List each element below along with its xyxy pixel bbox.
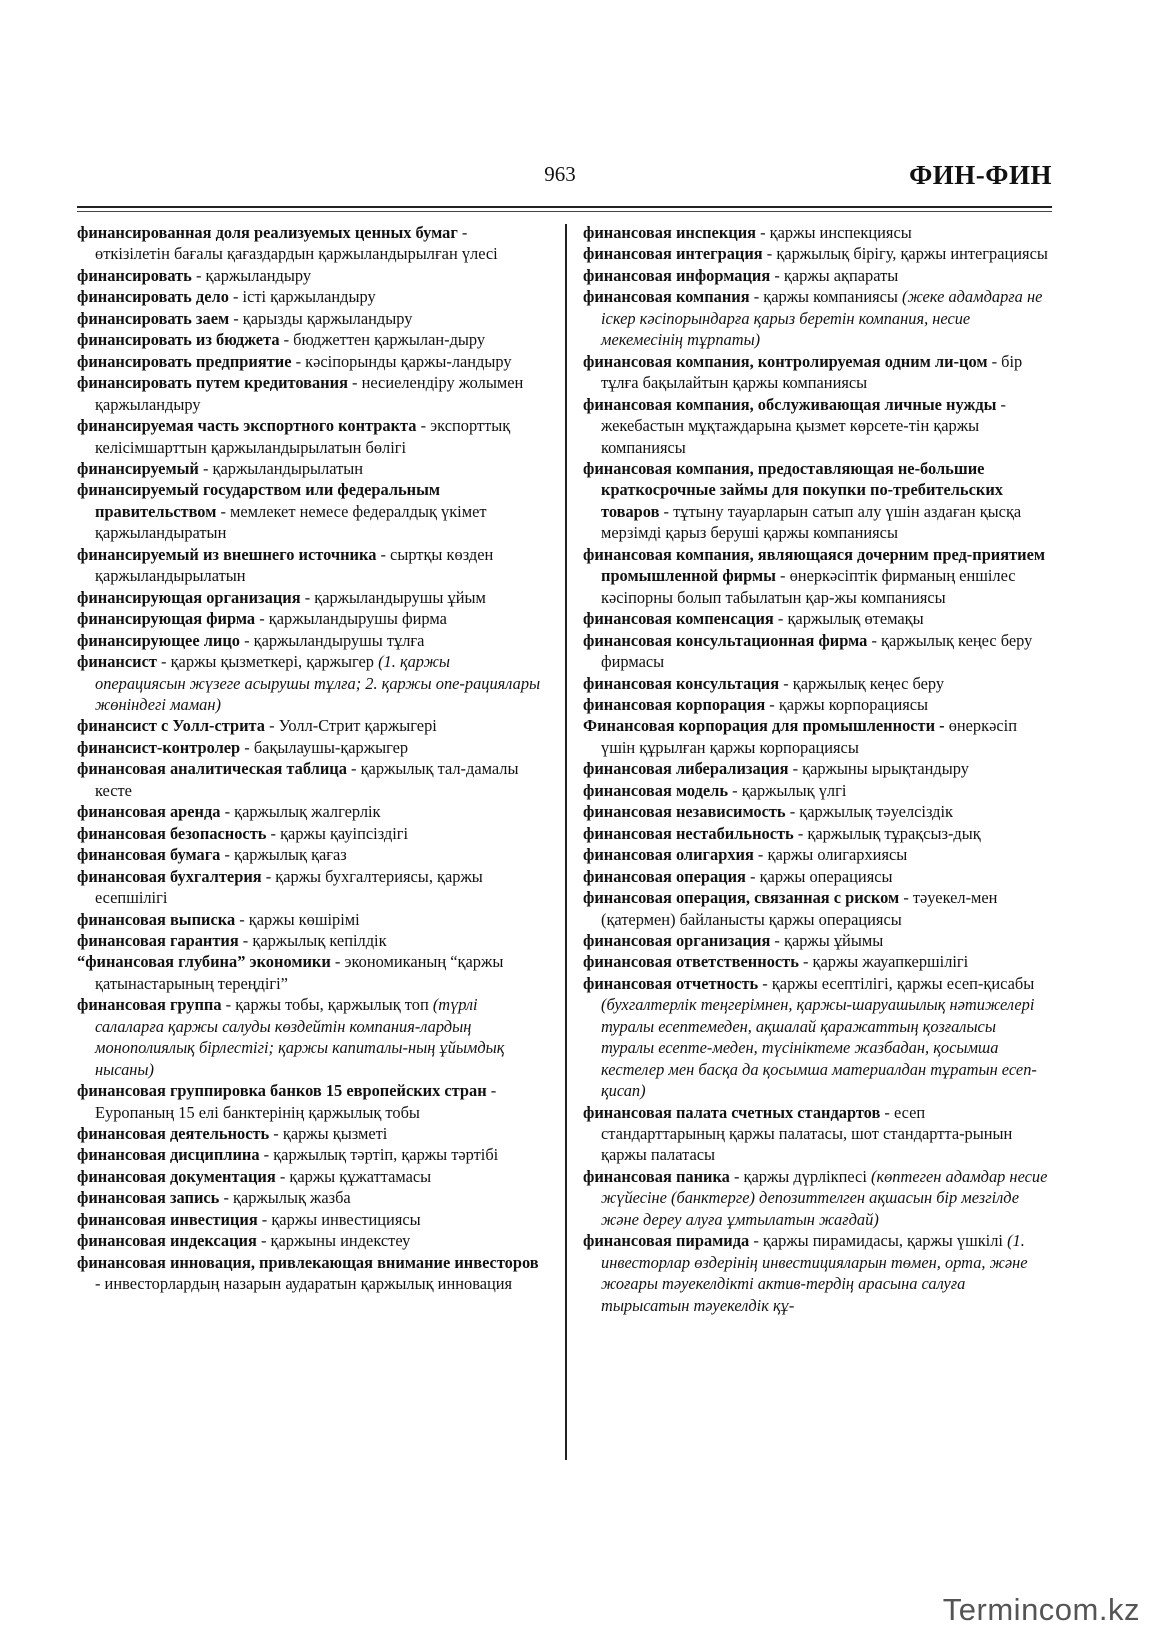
dictionary-entry	[77, 737, 542, 758]
entry-explanation: (түрлі салаларға қаржы салуды көздейтін компания-лардың монополиялық бірлестігі; қаржы капиталы-ның ұйымдық нысаны)	[95, 995, 505, 1079]
entry-headword: финансовая деятельность	[77, 1124, 270, 1144]
entry-translation: - кәсіпорынды қаржы-ландыру	[291, 351, 512, 371]
entry-translation: - несиелендіру жолымен қаржыландыру	[95, 373, 524, 414]
dictionary-entry	[77, 415, 542, 458]
entry-translation: - қаржы қауіпсіздігі	[266, 823, 409, 843]
entry-headword: финансовая отчетность	[583, 973, 759, 993]
entry-headword: финансовая гарантия	[77, 930, 239, 950]
dictionary-entry	[77, 758, 542, 801]
entry-translation: - мемлекет немесе федералдық үкімет қаржыландыратын	[95, 501, 487, 543]
entry-headword: финансовая инвестиция	[77, 1209, 258, 1229]
entry-headword: финансировать из бюджета	[77, 330, 280, 350]
entry-translation: - экономиканың “қаржы қатынастарының тереңдігі”	[95, 952, 504, 993]
entry-translation: - қаржылық жазба	[219, 1188, 351, 1208]
entry-headword: финансовая корпорация	[583, 694, 766, 714]
entry-translation: - қаржы көшірімі	[235, 909, 360, 929]
entry-headword: финансовая олигархия	[583, 845, 754, 865]
dictionary-entry	[77, 1166, 542, 1187]
entry-translation: - Еуропаның 15 елі банктерінің қаржылық тобы	[95, 1081, 497, 1122]
entry-translation: - қаржы инвестициясы	[257, 1209, 421, 1229]
entry-headword: финансовая организация	[583, 930, 771, 950]
dictionary-entry	[77, 630, 542, 651]
entry-translation: - қаржыландырушы фирма	[255, 609, 447, 629]
entry-translation: - қаржы корпорациясы	[765, 694, 929, 714]
dictionary-entry	[77, 544, 542, 587]
entry-translation: - қаржы жауапкершілігі	[798, 952, 969, 972]
entry-translation: - қаржылық кеңес беру фирмасы	[601, 630, 1033, 672]
dictionary-entry	[583, 1166, 1053, 1230]
entry-headword: финансировать путем кредитования	[77, 373, 348, 393]
entry-headword: Финансовая корпорация для промышленности -	[583, 716, 945, 736]
entry-headword: финансовая операция, связанная с риском	[583, 888, 900, 908]
entry-translation: - қаржыны индекстеу	[256, 1231, 411, 1251]
dictionary-entry	[583, 780, 1053, 801]
entry-headword: финансирующая организация	[77, 587, 301, 607]
entry-headword: финансировать дело	[77, 287, 229, 307]
dictionary-entry	[583, 608, 1053, 629]
entry-translation: - қаржылық бірігу, қаржы интеграциясы	[762, 244, 1048, 264]
entry-translation: - қаржы дүрлікпесі	[729, 1166, 871, 1186]
entry-translation: - қаржы операциясы	[745, 866, 893, 886]
entry-headword: финансовая аренда	[77, 802, 221, 822]
entry-headword: финансист	[77, 652, 157, 672]
dictionary-entry	[583, 243, 1053, 264]
entry-translation: - қаржылық жалгерлік	[220, 802, 381, 822]
entry-headword: финансировать предприятие	[77, 351, 292, 371]
dictionary-entry	[77, 930, 542, 951]
entry-headword: финансовая бумага	[77, 845, 221, 865]
entry-translation: - экспорттық келісімшарттын қаржыландырылатын бөлігі	[95, 416, 511, 457]
dictionary-entry	[77, 1123, 542, 1144]
dictionary-entry	[77, 1252, 542, 1295]
entry-translation: - қаржылық кеңес беру	[779, 673, 945, 693]
entry-explanation: (бухгалтерлік теңгерімнен, қаржы-шаруашылық нәтижелері туралы есептемеден, ақшалай қаражаттың қозғалысы туралы есепте-меден, түсініктеме жазбадан, қосымша кестелер мен басқа да қосымша материалдан тұратын есеп-қисап)	[601, 995, 1037, 1101]
entry-headword: финансируемый	[77, 458, 199, 478]
entry-headword: финансовая палата счетных стандартов	[583, 1102, 881, 1122]
entry-translation: - қаржылық тәуелсіздік	[785, 802, 954, 822]
entry-translation: - бір тұлға бақылайтын қаржы компаниясы	[601, 351, 1023, 393]
entry-headword: “финансовая глубина” экономики	[77, 952, 331, 972]
dictionary-entry	[583, 222, 1053, 243]
page-number: 963	[544, 162, 576, 186]
entry-translation: - Уолл-Стрит қаржыгері	[265, 716, 437, 736]
entry-headword: финансовая модель	[583, 780, 729, 800]
dictionary-entry	[77, 866, 542, 909]
entry-headword: финансирующее лицо	[77, 630, 240, 650]
entry-translation: - істі қаржыландыру	[228, 287, 376, 307]
entry-headword: финансовая выписка	[77, 909, 236, 929]
entry-headword: финансовая индексация	[77, 1231, 257, 1251]
header-rule	[77, 206, 1052, 208]
entry-translation: - қаржыландырылатын	[198, 458, 364, 478]
entry-translation: - қаржы ұйымы	[770, 930, 884, 950]
dictionary-entry	[583, 394, 1053, 458]
entry-headword: финансовая консультация	[583, 673, 780, 693]
entry-translation: - қаржы олигархиясы	[753, 845, 908, 865]
column-divider	[565, 224, 567, 1460]
entry-translation: - қаржыландырушы ұйым	[300, 587, 486, 607]
dictionary-entry	[583, 758, 1053, 779]
entry-translation: - инвесторлардың назарын аударатын қаржылық инновация	[95, 1274, 513, 1294]
dictionary-entry	[77, 587, 542, 608]
dictionary-entry	[77, 458, 542, 479]
entry-translation: - қаржы құжаттамасы	[275, 1166, 432, 1186]
entry-translation: - қаржылық қағаз	[220, 845, 347, 865]
entry-headword: финансовая операция	[583, 866, 746, 886]
dictionary-entry	[77, 351, 542, 372]
watermark-text: Termincom.kz	[942, 1592, 1140, 1627]
entry-translation: - қаржылық тәртіп, қаржы тәртібі	[259, 1145, 499, 1165]
header-rule-thin	[77, 211, 1052, 212]
entry-headword: финансируемый из внешнего источника	[77, 544, 377, 564]
dictionary-entry	[583, 673, 1053, 694]
entry-headword: финансировать заем	[77, 308, 230, 328]
entry-translation: - қаржы пирамидасы, қаржы үшкілі	[749, 1231, 1008, 1251]
entry-translation: - жекебастын мұқтаждарына қызмет көрсете-тін қаржы компаниясы	[601, 394, 1007, 457]
dictionary-entry	[77, 951, 542, 994]
dictionary-entry	[77, 651, 542, 715]
entry-headword: финансируемый государством или федеральным правительством	[77, 480, 441, 521]
entry-headword: финансовая компания, предоставляющая не-большие краткосрочные займы для покупки по-требительских товаров	[583, 458, 1003, 521]
entry-translation: - бюджеттен қаржылан-дыру	[279, 330, 486, 350]
entry-headword: финансовая компания	[583, 287, 750, 307]
dictionary-entry	[583, 286, 1053, 350]
dictionary-entry	[77, 479, 542, 543]
entry-headword: финансовая независимость	[583, 802, 786, 822]
dictionary-entry	[583, 458, 1053, 544]
running-head: ФИН-ФИН	[909, 160, 1052, 190]
entry-translation: - өнеркәсіптік фирманың еншілес кәсіпорны болып табылатын қар-жы компаниясы	[601, 566, 1016, 607]
dictionary-entry	[583, 715, 1053, 758]
entry-headword: финансовая запись	[77, 1188, 220, 1208]
dictionary-entry	[77, 608, 542, 629]
dictionary-entry	[77, 372, 542, 415]
dictionary-entry	[583, 1230, 1053, 1316]
entry-explanation: (жеке адамдарға не іскер кәсіпорындарға қарыз беретін компания, несие мекемесінің тұрпаты)	[601, 287, 1043, 350]
entry-headword: финансовая безопасность	[77, 823, 267, 843]
entry-translation: - тұтыну тауарларын сатып алу үшін аздаған қысқа мерзімді қарыз беруші қаржы компаниясы	[601, 501, 1022, 543]
dictionary-entry	[583, 544, 1053, 608]
dictionary-entry	[583, 1102, 1053, 1166]
entry-headword: финансовая группировка банков 15 европейских стран	[77, 1081, 487, 1101]
entry-headword: финансовая бухгалтерия	[77, 866, 262, 886]
dictionary-entry	[583, 694, 1053, 715]
dictionary-entry	[77, 1187, 542, 1208]
left-column	[77, 222, 542, 1295]
entry-translation: - қаржылық кепілдік	[238, 930, 387, 950]
entry-headword: финансовая интеграция	[583, 244, 763, 264]
entry-translation: - қаржы ақпараты	[770, 265, 899, 285]
dictionary-entry	[77, 994, 542, 1080]
entry-explanation: (1. қаржы операциясын жүзеге асырушы тұлға; 2. қаржы опе-рациялары жөніндегі маман)	[95, 652, 541, 714]
entry-explanation: (көптеген адамдар несие жүйесіне (банктерге) депозиттелген ақшасын бір мезгілде және дереу алуға ұмтылатын жағдай)	[601, 1166, 1048, 1229]
entry-headword: финансовая компания, контролируемая одним ли-цом	[583, 351, 988, 371]
entry-translation: - қаржы тобы, қаржылық топ	[221, 995, 433, 1015]
dictionary-entry	[77, 715, 542, 736]
dictionary-entry	[77, 909, 542, 930]
entry-headword: финансист с Уолл-стрита	[77, 716, 266, 736]
entry-translation: - қаржы инспекциясы	[756, 223, 912, 242]
entry-headword: финансовая либерализация	[583, 759, 789, 779]
entry-translation: - қаржылық үлгі	[728, 780, 847, 800]
entry-translation: - тәуекел-мен (қатермен) байланысты қаржы операциясы	[601, 888, 998, 929]
entry-translation: - қаржыландыру	[191, 265, 312, 285]
entry-translation: - қаржылық тұрақсыз-дық	[793, 823, 981, 843]
dictionary-entry	[77, 286, 542, 307]
dictionary-entry	[583, 823, 1053, 844]
dictionary-entry	[583, 801, 1053, 822]
dictionary-entry	[77, 844, 542, 865]
entry-translation: - қаржы компаниясы	[749, 287, 903, 307]
entry-headword: финансовая паника	[583, 1166, 730, 1186]
entry-headword: финансовая инновация, привлекающая внимание инвесторов	[77, 1252, 539, 1272]
entry-translation: - қаржы есептілігі, қаржы есеп-қисабы	[758, 973, 1035, 993]
entry-headword: финансовая консультационная фирма	[583, 630, 868, 650]
entry-headword: финансовая компания, обслуживающая личные нужды	[583, 394, 997, 414]
entry-headword: финансовая информация	[583, 265, 771, 285]
entry-headword: финансовая документация	[77, 1166, 276, 1186]
dictionary-entry	[77, 801, 542, 822]
entry-translation: өнеркәсіп үшін құрылған қаржы корпорациясы	[601, 716, 1017, 757]
entry-headword: финансовая компенсация	[583, 609, 774, 629]
entry-translation: - есеп стандарттарының қаржы палатасы, шот стандартта-рынын қаржы палатасы	[601, 1102, 1013, 1165]
dictionary-entry	[77, 1209, 542, 1230]
dictionary-entry	[77, 1144, 542, 1165]
dictionary-entry	[583, 930, 1053, 951]
watermark-logo	[943, 1592, 1140, 1628]
dictionary-entry	[77, 1080, 542, 1123]
dictionary-entry	[583, 887, 1053, 930]
dictionary-entry	[583, 265, 1053, 286]
entry-headword: финансист-контролер	[77, 737, 241, 757]
dictionary-entry	[583, 351, 1053, 394]
entry-headword: финансовая пирамида	[583, 1231, 750, 1251]
dictionary-entry	[77, 1230, 542, 1251]
entry-headword: финансовая дисциплина	[77, 1145, 260, 1165]
entry-translation: - қаржы бухгалтериясы, қаржы есепшілігі	[95, 866, 483, 908]
entry-translation: - қаржыны ырықтандыру	[788, 759, 969, 779]
dictionary-entry	[583, 866, 1053, 887]
dictionary-entry	[583, 630, 1053, 673]
entry-headword: финансовая инспекция	[583, 223, 757, 242]
entry-headword: финансовая ответственность	[583, 952, 799, 972]
dictionary-entry	[77, 308, 542, 329]
entry-headword: финансированная доля реализуемых ценных бумаг	[77, 223, 458, 242]
entry-headword: финансовая группа	[77, 995, 222, 1015]
entry-headword: финансовая компания, являющаяся дочерним пред-приятием промышленной фирмы	[583, 544, 1046, 586]
entry-headword: финансовая аналитическая таблица	[77, 759, 347, 779]
entry-headword: финансирующая фирма	[77, 609, 256, 629]
entry-translation: - сыртқы көзден қаржыландырылатын	[95, 544, 494, 586]
dictionary-entry	[77, 823, 542, 844]
entry-translation: - қаржылық тал-дамалы кесте	[95, 759, 519, 800]
entry-headword: финансируемая часть экспортного контракта	[77, 416, 417, 436]
dictionary-entry	[583, 951, 1053, 972]
dictionary-entry	[583, 973, 1053, 1102]
dictionary-entry	[583, 844, 1053, 865]
entry-translation: - бақылаушы-қаржыгер	[240, 737, 409, 757]
dictionary-entry	[77, 265, 542, 286]
entry-translation: - қаржы қызметкері, қаржыгер	[156, 652, 379, 672]
dictionary-entry	[77, 329, 542, 350]
entry-translation: - қаржыландырушы тұлға	[239, 630, 425, 650]
entry-translation: - қаржы қызметі	[269, 1124, 388, 1144]
dictionary-entry	[77, 222, 542, 265]
entry-headword: финансировать	[77, 265, 192, 285]
right-column	[583, 222, 1053, 1316]
entry-translation: - қарызды қаржыландыру	[229, 308, 413, 328]
entry-explanation: (1. инвесторлар өздерінің инвестицияларын төмен, орта, және жоғары тәуекелдікті актив-тердің арасына салуға тырысатын тәуекелдік құ-	[601, 1231, 1028, 1315]
entry-translation: - қаржылық өтемақы	[773, 609, 924, 629]
entry-translation: - өткізілетін бағалы қағаздардын қаржыландырылған үлесі	[95, 223, 498, 264]
entry-headword: финансовая нестабильность	[583, 823, 794, 843]
